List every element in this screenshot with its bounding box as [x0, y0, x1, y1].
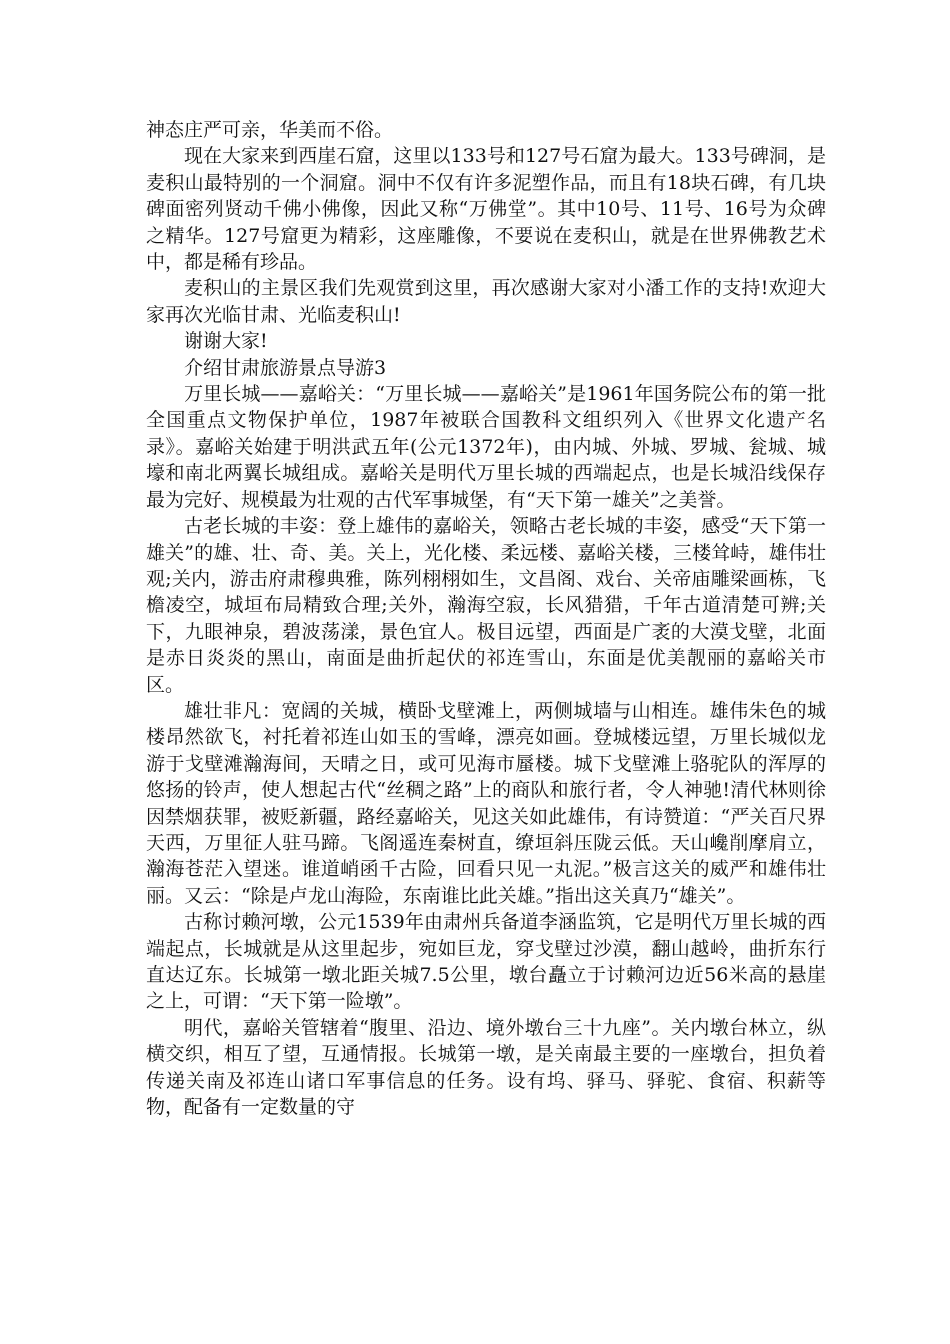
paragraph: 古老长城的丰姿：登上雄伟的嘉峪关，领略古老长城的丰姿，感受“天下第一雄关”的雄、壮、奇、美。关上，光化楼、柔远楼、嘉峪关楼，三楼耸峙，雄伟壮观;关内，游击府肃穆典雅，陈列栩栩如生，文昌阁、戏台、关帝庙雕梁画栋，飞檐凌空，城垣布局精致合理;关外，瀚海空寂，长风猎猎，千年古道清楚可辨;关下，九眼神泉，碧波荡漾，景色宜人。极目远望，西面是广袤的大漠戈壁，北面是赤日炎炎的黑山，南面是曲折起伏的祁连雪山，东面是优美靓丽的嘉峪关市区。 [146, 515, 826, 696]
paragraph: 神态庄严可亲，华美而不俗。 [146, 119, 394, 141]
paragraph: 现在大家来到西崖石窟，这里以133号和127号石窟为最大。133号碑洞，是麦积山最特别的一个洞窟。洞中不仅有许多泥塑作品，而且有18块石碑，有几块碑面密列贤动千佛小佛像，因此又称“万佛堂”。其中10号、11号、16号为众碑之精华。127号窟更为精彩，这座雕像，不要说在麦积山，就是在世界佛教艺术中，都是稀有珍品。 [146, 145, 826, 274]
paragraph: 古称讨赖河墩，公元1539年由肃州兵备道李涵监筑，它是明代万里长城的西端起点，长城就是从这里起步，宛如巨龙，穿戈壁过沙漠，翻山越岭，曲折东行直达辽东。长城第一墩北距关城7.5公里，墩台矗立于讨赖河边近56米高的悬崖之上，可谓：“天下第一险墩”。 [146, 911, 826, 1013]
paragraph: 雄壮非凡：宽阔的关城，横卧戈壁滩上，两侧城墙与山相连。雄伟朱色的城楼昂然欲飞，衬托着祁连山如玉的雪峰，漂亮如画。登城楼远望，万里长城似龙游于戈壁滩瀚海间，天晴之日，或可见海市蜃楼。城下戈壁滩上骆驼队的浑厚的悠扬的铃声，使人想起古代“丝稠之路”上的商队和旅行者，令人神驰!清代林则徐因禁烟获罪，被贬新疆，路经嘉峪关，见这关如此雄伟，有诗赞道：“严关百尺界天西，万里征人驻马蹄。飞阁遥连秦树直，缭垣斜压陇云低。天山巉削摩肩立，瀚海苍茫入望迷。谁道峭函千古险，回看只见一丸泥。”极言这关的威严和雄伟壮丽。又云：“除是卢龙山海险，东南谁比此关雄。”指出这关真乃“雄关”。 [146, 699, 826, 907]
paragraph: 万里长城——嘉峪关：“万里长城——嘉峪关”是1961年国务院公布的第一批全国重点文物保护单位，1987年被联合国教科文组织列入《世界文化遗产名录》。嘉峪关始建于明洪武五年(公元1372年)，由内城、外城、罗城、瓮城、城壕和南北两翼长城组成。嘉峪关是明代万里长城的西端起点，也是长城沿线保存最为完好、规模最为壮观的古代军事城堡，有“天下第一雄关”之美誉。 [146, 383, 826, 511]
section-heading: 介绍甘肃旅游景点导游3 [184, 356, 387, 379]
paragraph: 麦积山的主景区我们先观赏到这里，再次感谢大家对小潘工作的支持!欢迎大家再次光临甘肃、光临麦积山! [146, 277, 826, 326]
paragraph: 谢谢大家! [184, 330, 268, 353]
paragraph: 明代，嘉峪关管辖着“腹里、沿边、境外墩台三十九座”。关内墩台林立，纵横交织，相互了望，互通情报。长城第一墩，是关南最主要的一座墩台，担负着传递关南及祁连山诸口军事信息的任务。设有坞、驿马、驿驼、食宿、积薪等物，配备有一定数量的守 [146, 1016, 826, 1119]
document-body [146, 117, 826, 1120]
